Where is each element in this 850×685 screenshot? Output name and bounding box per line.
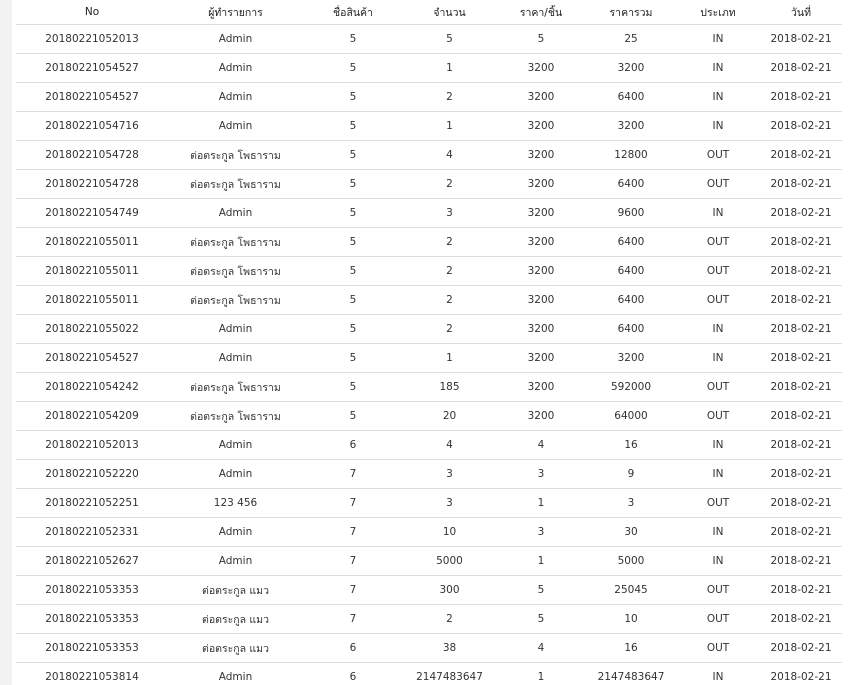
cell-date: 2018-02-21 [760,25,842,54]
cell-type: OUT [676,286,760,315]
cell-product: 6 [303,634,403,663]
table-row [16,605,842,634]
cell-total-price: 6400 [586,170,676,199]
cell-product: 7 [303,547,403,576]
cell-total-price: 3200 [586,344,676,373]
cell-type: OUT [676,373,760,402]
cell-user: ต่อตระกูล โพธาราม [168,170,303,199]
cell-quantity: 10 [403,518,496,547]
table-row [16,373,842,402]
cell-type: OUT [676,170,760,199]
table-row [16,576,842,605]
cell-no: 20180221052013 [16,25,168,54]
cell-date: 2018-02-21 [760,576,842,605]
cell-product: 5 [303,83,403,112]
cell-date: 2018-02-21 [760,112,842,141]
cell-no: 20180221054209 [16,402,168,431]
cell-user: ต่อตระกูล แมว [168,605,303,634]
cell-product: 5 [303,141,403,170]
cell-no: 20180221053353 [16,605,168,634]
cell-date: 2018-02-21 [760,199,842,228]
cell-quantity: 38 [403,634,496,663]
cell-unit-price: 1 [496,489,586,518]
cell-no: 20180221052331 [16,518,168,547]
cell-no: 20180221052220 [16,460,168,489]
cell-date: 2018-02-21 [760,228,842,257]
cell-no: 20180221054527 [16,83,168,112]
cell-user: 123 456 [168,489,303,518]
page-content [12,0,850,685]
header-row [16,0,842,25]
table-row [16,634,842,663]
cell-unit-price: 3200 [496,112,586,141]
cell-user: Admin [168,83,303,112]
cell-quantity: 2 [403,257,496,286]
table-row [16,460,842,489]
cell-quantity: 5000 [403,547,496,576]
table-row [16,25,842,54]
cell-no: 20180221055011 [16,257,168,286]
cell-quantity: 2147483647 [403,663,496,685]
cell-product: 5 [303,315,403,344]
cell-unit-price: 3200 [496,373,586,402]
cell-type: IN [676,25,760,54]
table-row [16,83,842,112]
cell-user: ต่อตระกูล โพธาราม [168,286,303,315]
cell-date: 2018-02-21 [760,373,842,402]
cell-type: IN [676,315,760,344]
cell-user: ต่อตระกูล แมว [168,576,303,605]
cell-quantity: 3 [403,489,496,518]
cell-user: Admin [168,25,303,54]
cell-type: IN [676,431,760,460]
cell-no: 20180221053353 [16,634,168,663]
cell-no: 20180221053814 [16,663,168,685]
cell-product: 7 [303,489,403,518]
cell-date: 2018-02-21 [760,634,842,663]
cell-type: OUT [676,402,760,431]
cell-type: IN [676,83,760,112]
cell-quantity: 2 [403,315,496,344]
cell-user: Admin [168,344,303,373]
cell-total-price: 25045 [586,576,676,605]
table-row [16,286,842,315]
cell-quantity: 2 [403,170,496,199]
cell-quantity: 3 [403,199,496,228]
cell-product: 7 [303,576,403,605]
cell-date: 2018-02-21 [760,344,842,373]
cell-date: 2018-02-21 [760,170,842,199]
cell-type: OUT [676,257,760,286]
cell-total-price: 3 [586,489,676,518]
cell-quantity: 20 [403,402,496,431]
cell-no: 20180221055011 [16,228,168,257]
table-row [16,315,842,344]
cell-quantity: 1 [403,344,496,373]
cell-no: 20180221055022 [16,315,168,344]
cell-unit-price: 4 [496,634,586,663]
cell-type: IN [676,199,760,228]
table-row [16,489,842,518]
cell-total-price: 12800 [586,141,676,170]
cell-unit-price: 3200 [496,286,586,315]
cell-user: Admin [168,431,303,460]
cell-unit-price: 4 [496,431,586,460]
cell-unit-price: 3200 [496,257,586,286]
header-total-price: ราคารวม [586,0,676,25]
cell-no: 20180221054728 [16,170,168,199]
cell-no: 20180221052251 [16,489,168,518]
cell-total-price: 16 [586,634,676,663]
table-row [16,518,842,547]
cell-type: OUT [676,489,760,518]
cell-total-price: 3200 [586,112,676,141]
cell-date: 2018-02-21 [760,663,842,685]
header-quantity: จำนวน [403,0,496,25]
cell-quantity: 2 [403,228,496,257]
cell-total-price: 16 [586,431,676,460]
cell-product: 6 [303,431,403,460]
cell-user: ต่อตระกูล โพธาราม [168,373,303,402]
cell-unit-price: 5 [496,576,586,605]
cell-product: 5 [303,344,403,373]
cell-product: 5 [303,286,403,315]
table-row [16,112,842,141]
cell-type: OUT [676,634,760,663]
cell-quantity: 4 [403,431,496,460]
cell-user: Admin [168,518,303,547]
cell-type: IN [676,547,760,576]
cell-product: 5 [303,112,403,141]
cell-total-price: 64000 [586,402,676,431]
cell-product: 5 [303,54,403,83]
cell-no: 20180221055011 [16,286,168,315]
cell-product: 7 [303,460,403,489]
table-row [16,228,842,257]
table-header [16,0,842,25]
cell-product: 5 [303,170,403,199]
cell-date: 2018-02-21 [760,257,842,286]
table-row [16,663,842,685]
table-row [16,547,842,576]
cell-date: 2018-02-21 [760,489,842,518]
cell-unit-price: 1 [496,663,586,685]
table-row [16,344,842,373]
cell-unit-price: 1 [496,547,586,576]
cell-date: 2018-02-21 [760,315,842,344]
cell-product: 5 [303,373,403,402]
cell-quantity: 1 [403,54,496,83]
header-date: วันที่ [760,0,842,25]
cell-date: 2018-02-21 [760,431,842,460]
table-row [16,402,842,431]
cell-type: IN [676,460,760,489]
cell-user: Admin [168,547,303,576]
cell-product: 5 [303,402,403,431]
cell-type: IN [676,518,760,547]
cell-user: ต่อตระกูล โพธาราม [168,257,303,286]
cell-no: 20180221053353 [16,576,168,605]
cell-unit-price: 3200 [496,83,586,112]
cell-unit-price: 3200 [496,315,586,344]
cell-quantity: 2 [403,605,496,634]
cell-user: Admin [168,663,303,685]
cell-date: 2018-02-21 [760,83,842,112]
cell-total-price: 9 [586,460,676,489]
cell-no: 20180221054728 [16,141,168,170]
cell-date: 2018-02-21 [760,547,842,576]
cell-user: Admin [168,199,303,228]
table-row [16,431,842,460]
cell-user: ต่อตระกูล โพธาราม [168,141,303,170]
cell-unit-price: 3200 [496,199,586,228]
cell-user: Admin [168,54,303,83]
cell-quantity: 5 [403,25,496,54]
header-type: ประเภท [676,0,760,25]
cell-date: 2018-02-21 [760,141,842,170]
cell-type: IN [676,663,760,685]
cell-unit-price: 3200 [496,54,586,83]
cell-product: 7 [303,605,403,634]
cell-total-price: 3200 [586,54,676,83]
header-unit-price: ราคา/ชิ้น [496,0,586,25]
cell-total-price: 9600 [586,199,676,228]
cell-no: 20180221052013 [16,431,168,460]
cell-total-price: 592000 [586,373,676,402]
cell-quantity: 3 [403,460,496,489]
cell-quantity: 185 [403,373,496,402]
cell-user: ต่อตระกูล โพธาราม [168,228,303,257]
cell-date: 2018-02-21 [760,605,842,634]
cell-no: 20180221054749 [16,199,168,228]
cell-product: 5 [303,257,403,286]
cell-total-price: 10 [586,605,676,634]
table-body [16,25,842,685]
table-row [16,141,842,170]
cell-user: ต่อตระกูล โพธาราม [168,402,303,431]
cell-type: OUT [676,605,760,634]
cell-unit-price: 5 [496,25,586,54]
cell-no: 20180221054527 [16,54,168,83]
cell-type: OUT [676,228,760,257]
cell-product: 5 [303,228,403,257]
cell-total-price: 30 [586,518,676,547]
cell-type: OUT [676,141,760,170]
cell-total-price: 2147483647 [586,663,676,685]
cell-unit-price: 3200 [496,170,586,199]
cell-date: 2018-02-21 [760,460,842,489]
cell-type: OUT [676,576,760,605]
cell-type: IN [676,112,760,141]
cell-date: 2018-02-21 [760,402,842,431]
cell-date: 2018-02-21 [760,286,842,315]
cell-total-price: 6400 [586,286,676,315]
header-user: ผู้ทำรายการ [168,0,303,25]
transactions-table [16,0,842,685]
cell-no: 20180221054527 [16,344,168,373]
cell-unit-price: 3 [496,518,586,547]
cell-user: Admin [168,460,303,489]
cell-quantity: 2 [403,83,496,112]
cell-no: 20180221054242 [16,373,168,402]
cell-quantity: 4 [403,141,496,170]
cell-user: Admin [168,112,303,141]
cell-date: 2018-02-21 [760,54,842,83]
table-row [16,170,842,199]
table-row [16,54,842,83]
cell-quantity: 2 [403,286,496,315]
cell-user: Admin [168,315,303,344]
cell-total-price: 6400 [586,228,676,257]
cell-total-price: 6400 [586,315,676,344]
cell-type: IN [676,54,760,83]
cell-unit-price: 3200 [496,344,586,373]
cell-unit-price: 3200 [496,141,586,170]
cell-total-price: 5000 [586,547,676,576]
table-row [16,257,842,286]
cell-unit-price: 3200 [496,402,586,431]
cell-no: 20180221052627 [16,547,168,576]
cell-unit-price: 5 [496,605,586,634]
cell-unit-price: 3 [496,460,586,489]
cell-no: 20180221054716 [16,112,168,141]
cell-total-price: 6400 [586,257,676,286]
cell-total-price: 25 [586,25,676,54]
cell-total-price: 6400 [586,83,676,112]
cell-product: 7 [303,518,403,547]
cell-user: ต่อตระกูล แมว [168,634,303,663]
cell-quantity: 1 [403,112,496,141]
cell-product: 5 [303,199,403,228]
cell-type: IN [676,344,760,373]
header-no: No [16,0,168,25]
cell-quantity: 300 [403,576,496,605]
cell-product: 6 [303,663,403,685]
table-row [16,199,842,228]
cell-date: 2018-02-21 [760,518,842,547]
cell-unit-price: 3200 [496,228,586,257]
header-product: ชื่อสินค้า [303,0,403,25]
cell-product: 5 [303,25,403,54]
